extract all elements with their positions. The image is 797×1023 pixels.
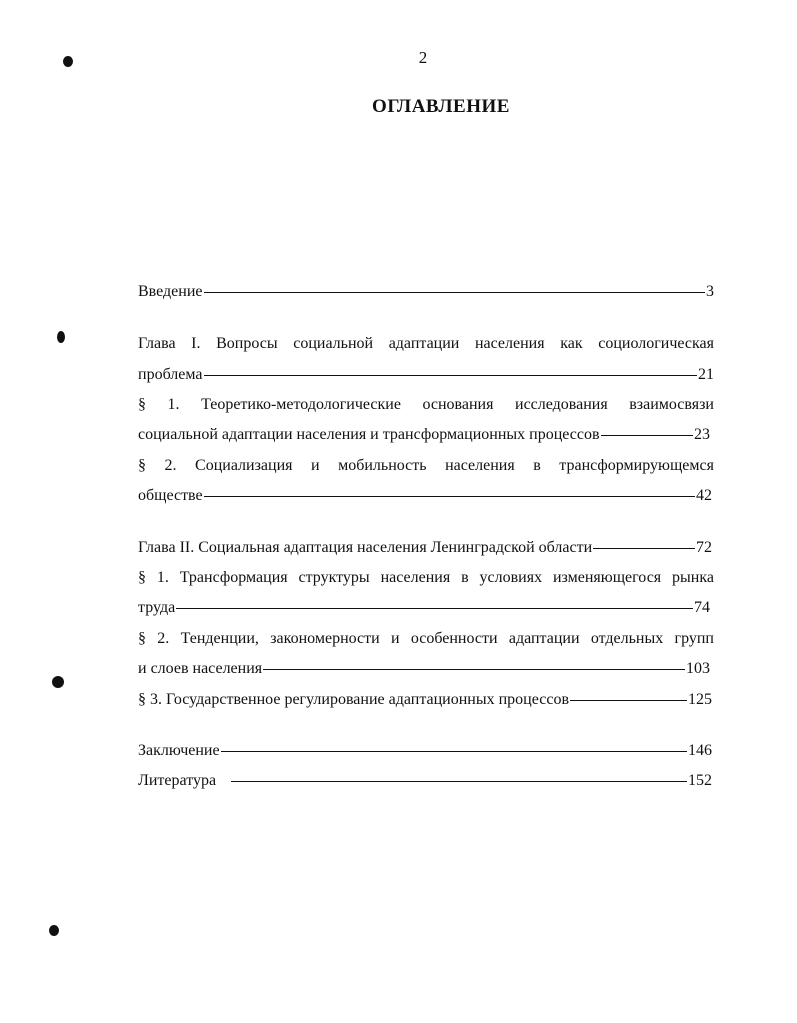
leader-line — [204, 292, 706, 293]
leader-line — [231, 781, 687, 782]
toc-page: 152 — [688, 772, 712, 789]
leader-line — [204, 496, 695, 497]
toc-section-1-2-title[interactable]: § 2. Социализация и мобильность населения в трансформирующемся — [138, 457, 714, 474]
toc-section-2-3[interactable] — [138, 689, 712, 711]
leader-line — [263, 669, 685, 670]
toc-label: Заключение — [138, 742, 220, 759]
toc-chapter-1-title[interactable]: Глава I. Вопросы социальной адаптации населения как социологическая — [138, 335, 714, 352]
toc-section-2-2-title[interactable]: § 2. Тенденции, закономерности и особенности адаптации отдельных групп — [138, 630, 714, 647]
page-number: 2 — [418, 48, 428, 67]
toc-section-1-1-end[interactable] — [138, 424, 710, 446]
toc-label: § 3. Государственное регулирование адаптационных процессов — [138, 691, 569, 708]
toc-page: 23 — [694, 426, 710, 443]
toc-label: социальной адаптации населения и трансформационных процессов — [138, 426, 600, 443]
leader-line — [221, 751, 687, 752]
binding-hole-4 — [49, 925, 59, 936]
toc-label: Введение — [138, 283, 203, 300]
binding-hole-2 — [57, 331, 65, 343]
leader-line — [176, 608, 693, 609]
binding-hole-1 — [63, 56, 73, 67]
toc-page: 21 — [698, 366, 714, 383]
toc-label: Литература — [138, 772, 217, 789]
toc-entry-conclusion[interactable] — [138, 740, 712, 762]
toc-chapter-2[interactable] — [138, 537, 712, 559]
toc-label: труда — [138, 599, 176, 616]
leader-line — [593, 548, 695, 549]
toc-label: обществе — [138, 487, 203, 504]
toc-entry-intro[interactable] — [138, 281, 714, 303]
page-title: ОГЛАВЛЕНИЕ — [372, 96, 510, 117]
toc-page: 72 — [696, 539, 712, 556]
leader-line — [601, 435, 693, 436]
toc-section-1-2-end[interactable] — [138, 485, 712, 507]
toc-page: 42 — [696, 487, 712, 504]
toc-section-2-2-end[interactable] — [138, 658, 710, 680]
toc-section-2-1-title[interactable]: § 1. Трансформация структуры населения в условиях изменяющегося рынка — [138, 569, 714, 586]
toc-chapter-1-end[interactable] — [138, 364, 714, 386]
toc-label: проблема — [138, 366, 203, 383]
toc-section-2-1-end[interactable] — [138, 597, 710, 619]
toc-label: Глава II. Социальная адаптация населения Ленинградской области — [138, 539, 593, 556]
toc-page: 146 — [688, 742, 712, 759]
toc-label: и слоев населения — [138, 660, 263, 677]
toc-section-1-1-title[interactable]: § 1. Теоретико-методологические основания исследования взаимосвязи — [138, 396, 714, 413]
toc-page: 125 — [688, 691, 712, 708]
leader-line — [570, 700, 687, 701]
toc-page: 3 — [706, 283, 714, 300]
toc-page: 74 — [694, 599, 710, 616]
toc-entry-literature[interactable] — [138, 770, 712, 792]
toc-page: 103 — [686, 660, 710, 677]
leader-line — [204, 375, 697, 376]
binding-hole-3 — [52, 676, 64, 688]
